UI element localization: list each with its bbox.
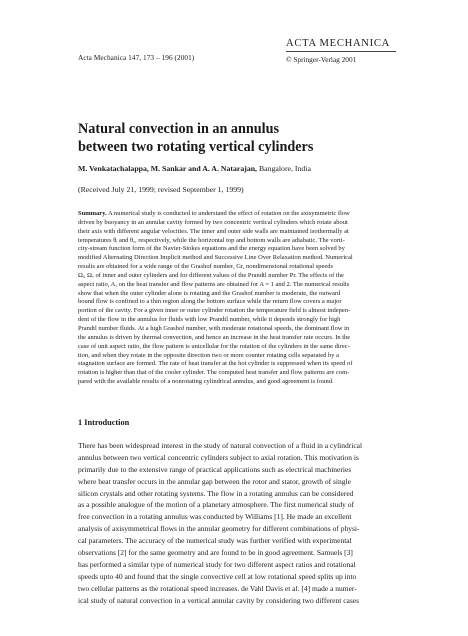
author-names: M. Venkatachalappa, M. Sankar and A. A. Natarajan, (78, 164, 258, 173)
body-line: There has been widespread interest in the study of natural convection of a fluid in a cylindrical (78, 441, 363, 450)
author-line (78, 164, 311, 173)
title-line-2: between two rotating vertical cylinders (78, 138, 314, 155)
body-line: has performed a similar type of numerical study for two different aspect ratios and rotational (78, 559, 356, 569)
body-line: two cellular patterns as the rotational speed increases. de Vahl Davis et al. [4] made a numer- (78, 583, 357, 593)
body-line: primarily due to the extensive range of practical applications such as electrical machineries (78, 464, 352, 474)
abstract-line: rotation is higher than that of the cooler cylinder. The computed heat transfer and flow patterns are com- (78, 369, 350, 377)
introduction-body (78, 440, 390, 606)
abstract-line: Summary. A numerical study is conducted to understand the effect of rotation on the axisymmetric flow (78, 210, 350, 217)
journal-masthead (286, 38, 396, 64)
section-heading-introduction: 1 Introduction (78, 418, 130, 427)
body-line: speeds upto 40 and found that the single convective cell at low rotational speed splits up into (78, 571, 357, 581)
body-line: annulus between two vertical concentric cylinders subject to axial rotation. This motivation is (78, 452, 359, 462)
body-line: where heat transfer occurs in the annular gap between the rotor and stator, growth of single (78, 476, 351, 486)
author-location: Bangalore, India (257, 164, 311, 173)
abstract-line: bound flow is confined to a thin region along the bottom surface while the return flow covers a major (78, 298, 342, 306)
abstract-line: stagnation surface are formed. The rate of heat transfer at the hot cylinder is suppressed when its speed of (78, 360, 353, 368)
abstract-line: driven by buoyancy in an annular cavity formed by two concentric vertical cylinders which rotate about (78, 218, 348, 226)
abstract-line: city-stream function form of the Navier-Stokes equations and the energy equation have been solved by (78, 245, 345, 253)
article-title (78, 121, 398, 156)
abstract-line: portion of the cavity. For a given inner or outer cylinder rotation the temperature field is almost indepen- (78, 307, 351, 315)
abstract-line: show that when the outer cylinder alone is rotating and the Grashof number is moderate, the outward (78, 289, 341, 297)
body-line: cal parameters. The accuracy of the numerical study was further verified with experimental (78, 536, 352, 546)
publisher-copyright: © Springer-Verlag 2001 (286, 55, 357, 64)
body-line: ical study of natural convection in a vertical annular cavity by considering two different cases (78, 595, 360, 605)
abstract-line: Ωᵢ, Ωₒ of inner and outer cylinders and for different values of the Prandtl number Pr. The effects of the (78, 271, 344, 279)
body-line: silicon crystals and other rotating systems. The flow in a rotating annulus can be considered (78, 488, 354, 498)
body-line: observations [2] for the same geometry and are found to be in good agreement. Samuels [3] (78, 548, 353, 558)
abstract-line: tion, and when they rotate in the opposite direction two or more counter rotating cells separated by a (78, 351, 340, 359)
abstract-line: modified Alternating Direction Implicit method and Successive Line Over Relaxation method. Numerical (78, 254, 353, 262)
abstract-line: temperatures θᵢ and θₒ, respectively, while the horizontal top and bottom walls are adiabatic. The vorti- (78, 236, 345, 244)
abstract-line: Prandtl number fluids. At a high Grashof number, with moderate rotational speeds, the dominant flow in (78, 324, 350, 332)
body-line: free convection in a rotating annulus was conducted by Williams [1]. He made an excellent (78, 512, 352, 522)
abstract-line: aspect ratio, A, on the heat transfer and flow patterns are obtained for A = 1 and 2. The numerical results (78, 280, 350, 288)
body-line: analysis of axisymmetrical flows in the annular geometry for different combinations of physi- (78, 524, 360, 534)
abstract-line: the annulus is driven by thermal convection, and hence an increase in the heat transfer rate occurs. In the (78, 333, 351, 341)
abstract-line: case of unit aspect ratio, the flow pattern is unicellular for the rotation of the cylinders in the same direc- (78, 342, 350, 350)
abstract-line: pared with the available results of a nonrotating cylindrical annulus, and good agreement is found. (78, 378, 334, 386)
abstract-line: dent of the flow in the annulus for fluids with low Prandtl number, while it depends strongly for high (78, 316, 341, 324)
abstract-label: Summary. (78, 210, 107, 217)
abstract-line: results are obtained for a wide range of the Grashof number, Gr, nondimensional rotational speeds (78, 263, 334, 271)
body-line: as a possible analogue of the motion of a planetary atmosphere. The first numerical study of (78, 500, 355, 510)
abstract-line: their axis with different angular velocities. The inner and outer side walls are maintained isothermally at (78, 227, 349, 235)
received-dates: (Received July 21, 1999; revised September 1, 1999) (78, 185, 244, 194)
journal-citation: Acta Mechanica 147, 173 – 196 (2001) (78, 53, 195, 62)
abstract (78, 210, 389, 387)
journal-name: ACTA MECHANICA (286, 38, 396, 52)
title-line-1: Natural convection in an annulus (78, 121, 280, 137)
